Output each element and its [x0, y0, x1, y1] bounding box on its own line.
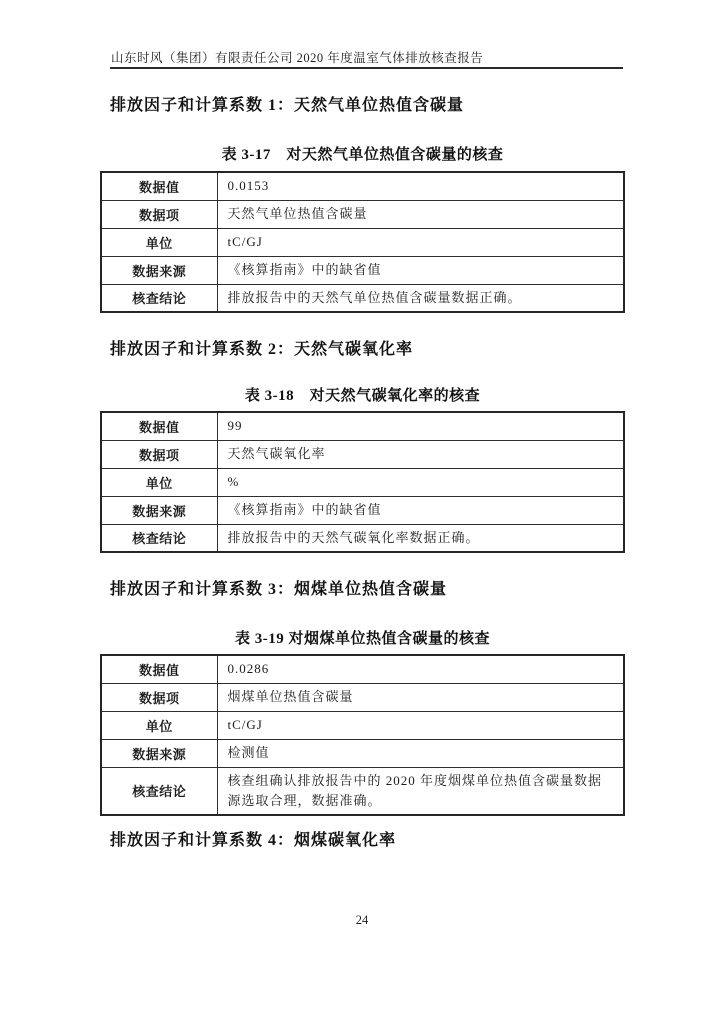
row-value: 烟煤单位热值含碳量 — [217, 683, 624, 711]
row-label: 数据来源 — [101, 256, 217, 284]
table-row — [101, 256, 624, 284]
row-value: 排放报告中的天然气单位热值含碳量数据正确。 — [217, 284, 624, 312]
section-heading-4: 排放因子和计算系数 4：烟煤碳氧化率 — [110, 832, 397, 849]
row-value: 《核算指南》中的缺省值 — [217, 256, 624, 284]
row-value: tC/GJ — [217, 711, 624, 739]
table-row — [101, 683, 624, 711]
row-label: 核查结论 — [101, 767, 217, 815]
row-value: tC/GJ — [217, 228, 624, 256]
row-label: 数据值 — [101, 655, 217, 683]
header-divider — [110, 67, 623, 69]
table-row — [101, 200, 624, 228]
row-label: 数据项 — [101, 683, 217, 711]
table-row — [101, 739, 624, 767]
row-label: 单位 — [101, 228, 217, 256]
row-label: 数据项 — [101, 440, 217, 468]
table-row — [101, 284, 624, 312]
table-row — [101, 711, 624, 739]
table-row — [101, 228, 624, 256]
table-caption-3-19: 表 3-19 对烟煤单位热值含碳量的核查 — [235, 631, 490, 647]
row-label: 数据值 — [101, 172, 217, 200]
row-label: 数据来源 — [101, 739, 217, 767]
section-heading-3: 排放因子和计算系数 3：烟煤单位热值含碳量 — [110, 581, 448, 598]
table-caption-3-17: 表 3-17 对天然气单位热值含碳量的核查 — [221, 147, 504, 163]
verification-table-3-19 — [100, 654, 625, 816]
page-number: 24 — [355, 913, 369, 927]
row-value: 排放报告中的天然气碳氧化率数据正确。 — [217, 524, 624, 552]
row-value: 检测值 — [217, 739, 624, 767]
table-row — [101, 655, 624, 683]
row-value: % — [217, 468, 624, 496]
row-value: 天然气碳氧化率 — [217, 440, 624, 468]
table-row — [101, 468, 624, 496]
table-row — [101, 524, 624, 552]
row-label: 单位 — [101, 468, 217, 496]
row-label: 核查结论 — [101, 284, 217, 312]
row-value: 核查组确认排放报告中的 2020 年度烟煤单位热值含碳量数据源选取合理，数据准确。 — [217, 767, 624, 815]
row-label: 数据值 — [101, 412, 217, 440]
table-row — [101, 440, 624, 468]
verification-table-3-17 — [100, 171, 625, 313]
row-label: 核查结论 — [101, 524, 217, 552]
section-heading-2: 排放因子和计算系数 2：天然气碳氧化率 — [110, 341, 414, 358]
running-header: 山东时风（集团）有限责任公司 2020 年度温室气体排放核查报告 — [111, 51, 484, 65]
table-caption-3-18: 表 3-18 对天然气碳氧化率的核查 — [244, 388, 481, 404]
row-value: 0.0153 — [217, 172, 624, 200]
section-heading-1: 排放因子和计算系数 1：天然气单位热值含碳量 — [110, 97, 465, 114]
row-value: 99 — [217, 412, 624, 440]
table-row — [101, 172, 624, 200]
row-value: 《核算指南》中的缺省值 — [217, 496, 624, 524]
table-row — [101, 496, 624, 524]
table-row — [101, 412, 624, 440]
row-value: 0.0286 — [217, 655, 624, 683]
table-row — [101, 767, 624, 815]
row-label: 单位 — [101, 711, 217, 739]
verification-table-3-18 — [100, 411, 625, 553]
row-label: 数据来源 — [101, 496, 217, 524]
row-value: 天然气单位热值含碳量 — [217, 200, 624, 228]
row-label: 数据项 — [101, 200, 217, 228]
